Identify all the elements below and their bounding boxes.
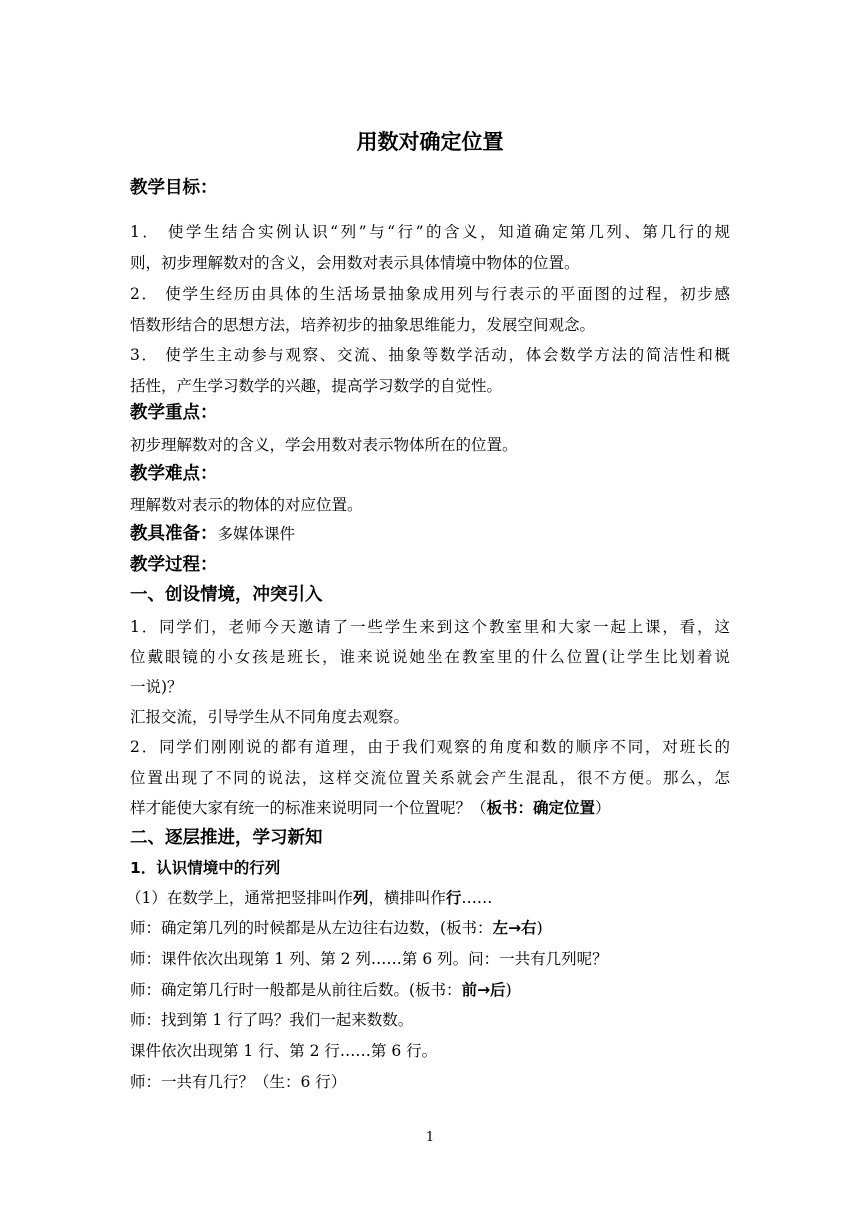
page-title: 用数对确定位置 bbox=[356, 130, 504, 154]
tools-line bbox=[130, 524, 295, 544]
goal-3-line-2: 括性，产生学习数学的兴趣，提高学习数学的自觉性。 bbox=[130, 377, 503, 395]
goal-1-line-2: 则，初步理解数对的含义，会用数对表示具体情境中物体的位置。 bbox=[130, 254, 580, 272]
section-2-line-3: 师：课件依次出现第 1 列、第 2 列……第 6 列。问：一共有几列呢？ bbox=[130, 950, 608, 968]
difficulties-text: 理解数对表示的物体的对应位置。 bbox=[130, 496, 363, 514]
line-text-mid: ，横排叫作 bbox=[368, 889, 446, 907]
line-text-post: ) bbox=[505, 981, 512, 999]
key-points-text: 初步理解数对的含义，学会用数对表示物体所在的位置。 bbox=[130, 436, 518, 454]
line-text-post: ） bbox=[595, 799, 611, 817]
section-2-line-5: 师：找到第 1 行了吗？我们一起来数数。 bbox=[130, 1011, 414, 1029]
section-2-line-7: 师：一共有几行？（生：6 行） bbox=[130, 1073, 347, 1091]
section-1-para-3-line-2: 位置出现了不同的说法，这样交流位置关系就会产生混乱，很不方便。那么，怎 bbox=[130, 769, 730, 787]
line-text-pre: 样才能使大家有统一的标准来说明同一个位置呢？（ bbox=[130, 799, 487, 817]
section-2-line-4 bbox=[130, 980, 512, 1000]
goal-2-line-1: 2． 使学生经历由具体的生活场景抽象成用列与行表示的平面图的过程，初步感 bbox=[130, 285, 730, 303]
section-2-line-6: 课件依次出现第 1 行、第 2 行……第 6 行。 bbox=[130, 1042, 438, 1060]
section-1-para-1-line-3: 一说)？ bbox=[130, 678, 183, 696]
process-heading: 教学过程： bbox=[130, 555, 218, 575]
section-1-heading: 一、创设情境，冲突引入 bbox=[130, 585, 323, 605]
page-number: 1 bbox=[425, 1130, 435, 1145]
goal-1-line-1: 1． 使学生结合实例认识“列”与“行”的含义，知道确定第几列、第几行的规 bbox=[130, 223, 730, 241]
line-text-pre: 师：确定第几列的时候都是从左边往右边数，(板书： bbox=[130, 919, 493, 937]
goal-2-line-2: 悟数形结合的思想方法，培养初步的抽象思维能力，发展空间观念。 bbox=[130, 316, 596, 334]
line-text-post: ) bbox=[536, 919, 543, 937]
board-note-confirm-position: 板书：确定位置 bbox=[486, 799, 596, 817]
goals-heading: 教学目标： bbox=[130, 178, 218, 198]
section-2-subheading: 1．认识情境中的行列 bbox=[130, 859, 281, 877]
line-text-pre: （1）在数学上，通常把竖排叫作 bbox=[126, 889, 353, 907]
difficulties-heading: 教学难点： bbox=[130, 464, 218, 484]
term-row: 行 bbox=[445, 889, 462, 907]
tools-heading: 教具准备： bbox=[130, 524, 218, 544]
section-1-para-3-line-1: 2．同学们刚刚说的都有道理，由于我们观察的角度和数的顺序不同，对班长的 bbox=[130, 738, 730, 756]
goal-3-line-1: 3． 使学生主动参与观察、交流、抽象等数学活动，体会数学方法的简洁性和概 bbox=[130, 346, 730, 364]
board-note-front-back: 前→后 bbox=[461, 981, 506, 999]
section-1-para-1-line-1: 1．同学们，老师今天邀请了一些学生来到这个教室里和大家一起上课，看，这 bbox=[130, 618, 730, 636]
board-note-left-right: 左→右 bbox=[492, 919, 537, 937]
line-text-pre: 师：确定第几行时一般都是从前往后数。(板书： bbox=[130, 981, 462, 999]
section-2-line-1 bbox=[126, 888, 492, 908]
key-points-heading: 教学重点： bbox=[130, 403, 218, 423]
section-1-para-1-line-2: 位戴眼镜的小女孩是班长，谁来说说她坐在教室里的什么位置(让学生比划着说 bbox=[130, 648, 730, 666]
line-text-post: …… bbox=[461, 889, 493, 907]
section-2-line-2 bbox=[130, 918, 543, 938]
term-column: 列 bbox=[352, 889, 369, 907]
section-1-para-2: 汇报交流，引导学生从不同角度去观察。 bbox=[130, 708, 410, 726]
section-2-heading: 二、逐层推进，学习新知 bbox=[130, 828, 323, 848]
tools-text: 多媒体课件 bbox=[217, 525, 296, 543]
section-1-para-3-line-3 bbox=[130, 798, 611, 818]
